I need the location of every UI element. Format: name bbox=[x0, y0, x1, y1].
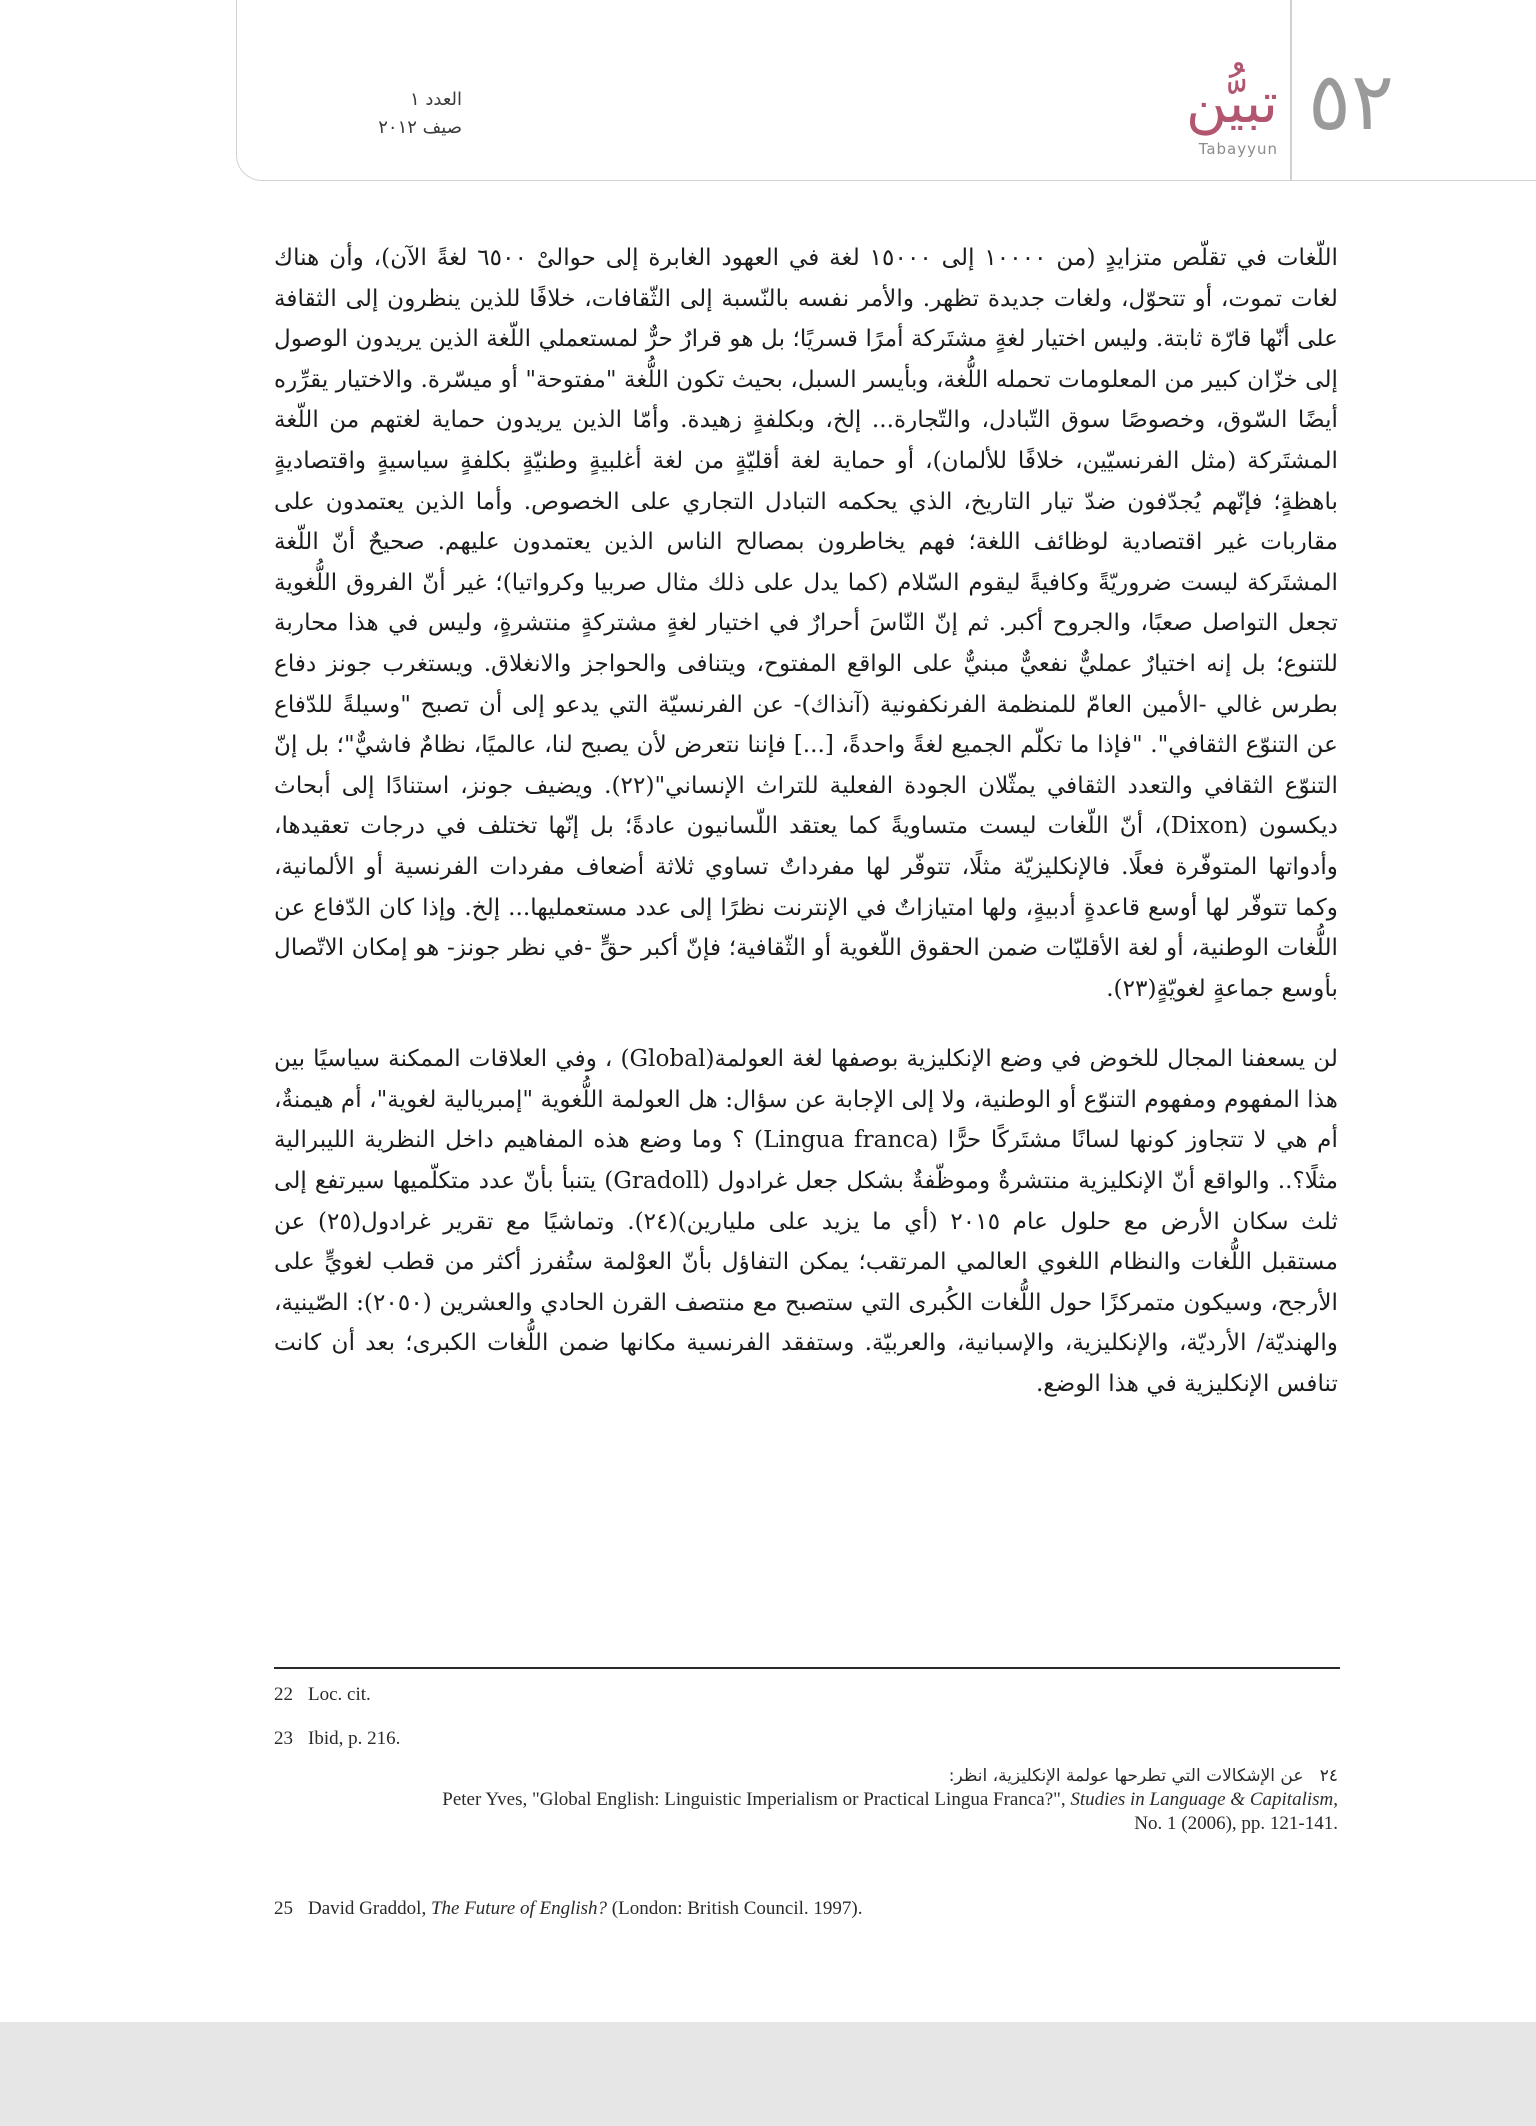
footnote-24 bbox=[274, 1764, 1338, 1836]
footnote-number: 23 bbox=[274, 1728, 293, 1749]
footnote-text: No. 1 (2006), pp. 121-141. bbox=[1134, 1813, 1338, 1834]
footnote-divider bbox=[274, 1667, 1340, 1669]
paragraph: لن يسعفنا المجال للخوض في وضع الإنكليزية بوصفها لغة العولمة(Global) ، وفي العلاقات الممكنة سياسيًا بين هذا المفهوم ومفهوم التنوّع أو الوطنية، ولا إلى الإجابة عن سؤال: هل العولمة اللُّغوية "إمبريالية لغوية"، أم هيمنةٌ، أم هي لا تتجاوز كونها لسانًا مشتَركًا حرًّا (Lingua franca) ؟ وما وضع هذه المفاهيم داخل النظرية الليبرالية مثلًا؟.. والواقع أنّ الإنكليزية منتشرةٌ وموظّفةٌ بشكل جعل غرادول (Gradoll) يتنبأ بأنّ عدد متكلّميها سيرتفع إلى ثلث سكان الأرض مع حلول عام ٢٠١٥ (أي ما يزيد على مليارين)(٢٤). وتماشيًا مع تقرير غرادول(٢٥) عن مستقبل اللُّغات والنظام اللغوي العالمي المرتقب؛ يمكن التفاؤل بأنّ العوْلمة ستُفرز أكثر من قطب لغويٍّ على الأرجح، وسيكون متمركزًا حول اللُّغات الكُبرى التي ستصبح مع منتصف القرن الحادي والعشرين (٢٠٥٠): الصّينية، والهنديّة/ الأرديّة، والإنكليزية، والإسبانية، والعربيّة. وستفقد الفرنسية مكانها ضمن اللُّغات الكبرى؛ بعد أن كانت تنافس الإنكليزية في هذا الوضع. bbox=[274, 1045, 1339, 1398]
footnote-text: Peter Yves, "Global English: Linguistic Imperialism or Practical Lingua Franca?", bbox=[442, 1789, 1066, 1810]
header-divider bbox=[1290, 0, 1292, 180]
paragraph: اللّغات في تقلّص متزايدٍ (من ١٠٠٠٠ إلى ١٥٠٠٠ لغة في العهود الغابرة إلى حوالىْ ٦٥٠٠ لغةً الآن)، وأن هناك لغات تموت، أو تتحوّل، ولغات جديدة تظهر. والأمر نفسه بالنّسبة إلى الثّقافات، خلافًا للذين ينظرون إلى الثقافة على أنّها قارّة ثابتة. وليس اختيار لغةٍ مشتَركة أمرًا قسريًا؛ بل هو قرارٌ حرٌّ لمستعملي اللّغة الذين يريدون الوصول إلى خزّان كبير من المعلومات تحمله اللُّغة، وبأيسر السبل، بحيث تكون اللُّغة "مفتوحة" أو ميسّرة. والاختيار يقرِّره أيضًا السّوق، وخصوصًا سوق التّبادل، والتّجارة... إلخ، وبكلفةٍ زهيدة. وأمّا الذين يريدون حماية لغتهم من اللّغة المشتَركة (مثل الفرنسيّين، خلافًا للألمان)، أو حماية لغة أقليّةٍ من لغة أغلبيةٍ وطنيّةٍ بكلفةٍ سياسيةٍ واقتصاديةٍ باهظةٍ؛ فإنّهم يُجدّفون ضدّ تيار التاريخ، الذي يحكمه التبادل التجاري على الخصوص. وأما الذين يعتمدون على مقاربات غير اقتصادية لوظائف اللغة؛ فهم يخاطرون بمصالح الناس الذين يعتمدون عليهم. صحيحٌ أنّ اللّغة المشتَركة ليست ضروريّةً وكافيةً ليقوم السّلام (كما يدل على ذلك مثال صربيا وكرواتيا)؛ غير أنّ الفروق اللُّغوية تجعل التواصل صعبًا، والجروح أكبر. ثم إنّ النّاسَ أحرارٌ في اختيار لغةٍ مشتركةٍ منتشرةٍ، وليس في هذا محاربة للتنوع؛ بل إنه اختيارٌ عمليٌّ نفعيٌّ مبنيٌّ على الواقع المفتوح، ويتنافى والحواجز والانغلاق. ويستغرب جونز دفاع بطرس غالي -الأمين العامّ للمنظمة الفرنكفونية (آنذاك)- عن الفرنسيّة التي يدعو إلى أن تصبح "وسيلةً للدّفاع عن التنوّع الثقافي". "فإذا ما تكلّم الجميع لغةً واحدةً، [...] فإننا نتعرض لأن يصبح لنا، عالميًا، نظامٌ فاشيٌّ"؛ بل إنّ التنوّع الثقافي والتعدد الثقافي يمثّلان الجودة الفعلية للتراث الإنساني"(٢٢). ويضيف جونز، استنادًا إلى أبحاث ديكسون (Dixon)، أنّ اللّغات ليست متساويةً كما يعتقد اللّسانيون عادةً؛ بل إنّها تختلف في درجات تعقيدها، وأدواتها المتوفّرة فعلًا. فالإنكليزيّة مثلًا، تتوفّر لها مفرداتٌ تساوي ثلاثة أضعاف مفردات الفرنسية أو الألمانية، وكما تتوفّر لها أوسع قاعدةٍ أدبيةٍ، ولها امتيازاتٌ في الإنترنت نظرًا إلى عدد مستعمليها... إلخ. وإذا كان الدّفاع عن اللُّغات الوطنية، أو لغة الأقليّات ضمن الحقوق اللّغوية أو الثّقافية؛ فإنّ أكبر حقٍّ -في نظر جونز- هو إمكان الاتّصال بأوسع جماعةٍ لغويّةٍ(٢٣). bbox=[274, 244, 1338, 1002]
footnote-25 bbox=[274, 1898, 1338, 1920]
footnote-22 bbox=[274, 1684, 1338, 1706]
footnote-title: The Future of English? bbox=[430, 1898, 608, 1919]
issue-label: العدد ١ bbox=[409, 89, 462, 110]
footnote-number: 22 bbox=[274, 1684, 293, 1705]
journal-logo bbox=[1120, 71, 1290, 168]
logo-latin: Tabayyun bbox=[1198, 140, 1278, 158]
logo-arabic: تبيُّن bbox=[1185, 71, 1278, 136]
footnote-23 bbox=[274, 1728, 1338, 1750]
season-label: صيف ٢٠١٢ bbox=[378, 116, 462, 138]
page-number: ٥٢ bbox=[1308, 55, 1394, 148]
footnote-journal: Studies in Language & Capitalism, bbox=[1070, 1789, 1338, 1810]
issue-info bbox=[262, 86, 462, 142]
footnote-text: عن الإشكالات التي تطرحها عولمة الإنكليزية، انظر: bbox=[948, 1766, 1304, 1786]
page-footer-band bbox=[0, 2022, 1536, 2126]
footnote-number: 25 bbox=[274, 1898, 293, 1919]
footnote-number: ٢٤ bbox=[1319, 1766, 1338, 1786]
footnote-text: Loc. cit. bbox=[308, 1684, 371, 1705]
footnote-text: Ibid, p. 216. bbox=[308, 1728, 401, 1749]
article-body bbox=[274, 238, 1338, 1405]
footnote-author: David Graddol, bbox=[308, 1898, 427, 1919]
footnote-text: (London: British Council. 1997). bbox=[611, 1898, 863, 1919]
